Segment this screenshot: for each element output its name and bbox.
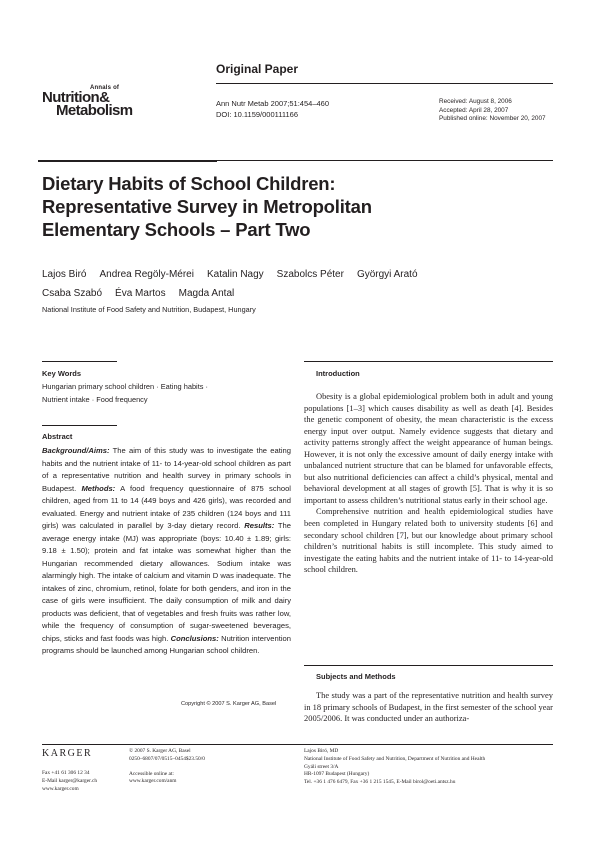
abstract-body bbox=[42, 445, 291, 658]
publication-info bbox=[129, 748, 205, 786]
title-thin-rule bbox=[217, 160, 553, 161]
doi: DOI: 10.1159/000111166 bbox=[216, 110, 299, 119]
publication-copyright: © 2007 S. Karger AG, Basel bbox=[129, 748, 191, 754]
title-line-2: Representative Survey in Metropolitan bbox=[42, 196, 372, 217]
corresponding-contact: Tel. +36 1 476 6479, Fax +36 1 215 1545, E-Mail birol@oeti.antsz.hu bbox=[304, 779, 456, 786]
introduction-paragraph-2: Comprehensive nutrition and health epidemiological studies have been completed in Hungary related both to university students [6] and secondary school children [7], but our knowledge about primary school children’s nutritional habits is still incomplete. This study aimed to investigate the eating habits and the nutrient intake of 11- to 14-year-old school children. bbox=[304, 506, 553, 575]
header-rule bbox=[216, 83, 553, 84]
author-list bbox=[42, 265, 542, 303]
affiliation: National Institute of Food Safety and Nutrition, Budapest, Hungary bbox=[42, 305, 256, 314]
online-url: www.karger.com/anm bbox=[129, 778, 177, 785]
abstract-background-label: Background/Aims: bbox=[42, 446, 110, 455]
introduction-paragraph-1: Obesity is a global epidemiological problem both in adult and young populations [1–3] which causes disability as well as death [4]. Besides the genetic component of obesity, the mean characteristic is the excess energy input over output. Namely evidence suggests that dietary and activity patterns strongly affect the weight appearance of human beings. However, it is not only the excessive amount of daily energy intake with unbalanced nutrient structure that can be blamed for unfavorable effects, but also nutritional deficiencies can affect a child’s physical, mental and behavioral development at all stages of growth [5]. That is why it is so important to assess children’s nutritional status early in their school age. bbox=[304, 391, 553, 505]
karger-logo: KARGER bbox=[42, 748, 93, 759]
published-date: Published online: November 20, 2007 bbox=[439, 115, 546, 123]
received-date: Received: August 8, 2006 bbox=[439, 98, 512, 105]
journal-logo bbox=[42, 85, 147, 125]
introduction-body bbox=[304, 391, 553, 576]
author: Éva Martos bbox=[115, 288, 166, 299]
publisher-fax: Fax +41 61 306 12 34 bbox=[42, 770, 90, 776]
title-line-3: Elementary Schools – Part Two bbox=[42, 219, 311, 240]
keywords-line-2: Nutrient intake · Food frequency bbox=[42, 395, 148, 404]
author: Csaba Szabó bbox=[42, 288, 103, 299]
author: Szabolcs Péter bbox=[276, 269, 344, 280]
journal-citation bbox=[216, 98, 329, 120]
keywords-list bbox=[42, 380, 282, 406]
author: Lajos Biró bbox=[42, 269, 87, 280]
abstract-results-label: Results: bbox=[244, 521, 275, 530]
abstract-results-text: The average energy intake (MJ) was appropriate (boys: 10.40 ± 1.89; girls: 9.18 ± 1.50); protein and fat intake was somewhat higher than the Hungarian recommended dietary allowances. Sodium intake was alarmingly high. The intake of calcium and vitamin D was inadequate. The intakes of zinc, chromium, retinol, folate for both genders, and iron in the case of girls were insufficient. The daily consumption of milk and dairy products was deficient, that of vegetables and fresh fruits was rather low, while the frequency of consumption of sugar-sweetened beverages, chips, sticks and fast foods was high. bbox=[42, 521, 291, 643]
abstract-conclusions-label: Conclusions: bbox=[170, 633, 219, 643]
corresponding-street: Gyáli street 3/A bbox=[304, 763, 339, 770]
abstract-methods-text: A food frequency questionnaire of 875 school children, aged from 11 to 14 (449 boys and 426 girls), was recorded and evaluated. Energy and nutrient intake of 235 children (124 boys and 111 girls) was calculated in parallel by 3-day dietary record. bbox=[42, 483, 291, 530]
title-line-1: Dietary Habits of School Children: bbox=[42, 173, 336, 194]
abstract-rule bbox=[42, 425, 117, 426]
keywords-rule bbox=[42, 361, 117, 362]
correspondence bbox=[304, 748, 559, 787]
introduction-heading: Introduction bbox=[316, 369, 360, 378]
subjects-methods-paragraph-1: The study was a part of the representative nutrition and health survey in 18 primary schools of Budapest, in the first semester of the school year 2005/2006. It was conducted under an authoriza- bbox=[304, 690, 553, 724]
abstract-background-text: The aim of this study was to investigate the eating habits and the nutrient intake of 11- to 14-year-old school children as part of a representative nutrition and health survey in primary schools in Budapest. bbox=[42, 446, 291, 493]
publisher-web: www.karger.com bbox=[42, 785, 79, 792]
section-label: Original Paper bbox=[216, 62, 299, 76]
article-title bbox=[42, 172, 562, 241]
accepted-date: Accepted: April 28, 2007 bbox=[439, 106, 509, 114]
abstract-methods-label: Methods: bbox=[81, 483, 116, 493]
logo-line-1: Annals of bbox=[90, 85, 120, 91]
introduction-rule bbox=[304, 361, 553, 362]
subjects-methods-heading: Subjects and Methods bbox=[316, 672, 396, 681]
publisher-contact bbox=[42, 770, 97, 793]
issn: 0250–6807/07/0515–0454$23.50/0 bbox=[129, 755, 205, 762]
online-label: Accessible online at: bbox=[129, 770, 174, 777]
corresponding-author: Lajos Biró, MD bbox=[304, 748, 339, 754]
publisher-email: E-Mail karger@karger.ch bbox=[42, 777, 98, 784]
author: Andrea Regöly-Mérei bbox=[99, 269, 194, 280]
corresponding-city: HR-1097 Budapest (Hungary) bbox=[304, 771, 370, 778]
keywords-line-1: Hungarian primary school children · Eating habits · bbox=[42, 382, 208, 391]
abstract-copyright: Copyright © 2007 S. Karger AG, Basel bbox=[181, 701, 277, 707]
article-dates bbox=[439, 98, 546, 124]
keywords-heading: Key Words bbox=[42, 369, 82, 378]
citation: Ann Nutr Metab 2007;51:454–460 bbox=[216, 99, 330, 108]
author: Katalin Nagy bbox=[206, 269, 264, 280]
author: Györgyi Arató bbox=[356, 269, 418, 280]
logo-line-3: Metabolism bbox=[56, 102, 133, 119]
abstract-heading: Abstract bbox=[42, 432, 73, 441]
logo-line-2: Nutrition& bbox=[42, 89, 110, 106]
abstract-conclusions-text: Nutrition intervention programs should be launched among Hungarian school children. bbox=[42, 633, 291, 655]
corresponding-institution: National Institute of Food Safety and Nutrition, Department of Nutrition and Health bbox=[304, 755, 486, 762]
subjects-methods-body bbox=[304, 690, 553, 725]
title-thick-rule bbox=[38, 160, 217, 162]
footer-rule bbox=[42, 744, 553, 745]
subjects-methods-rule bbox=[304, 665, 553, 666]
author: Magda Antal bbox=[178, 288, 235, 299]
